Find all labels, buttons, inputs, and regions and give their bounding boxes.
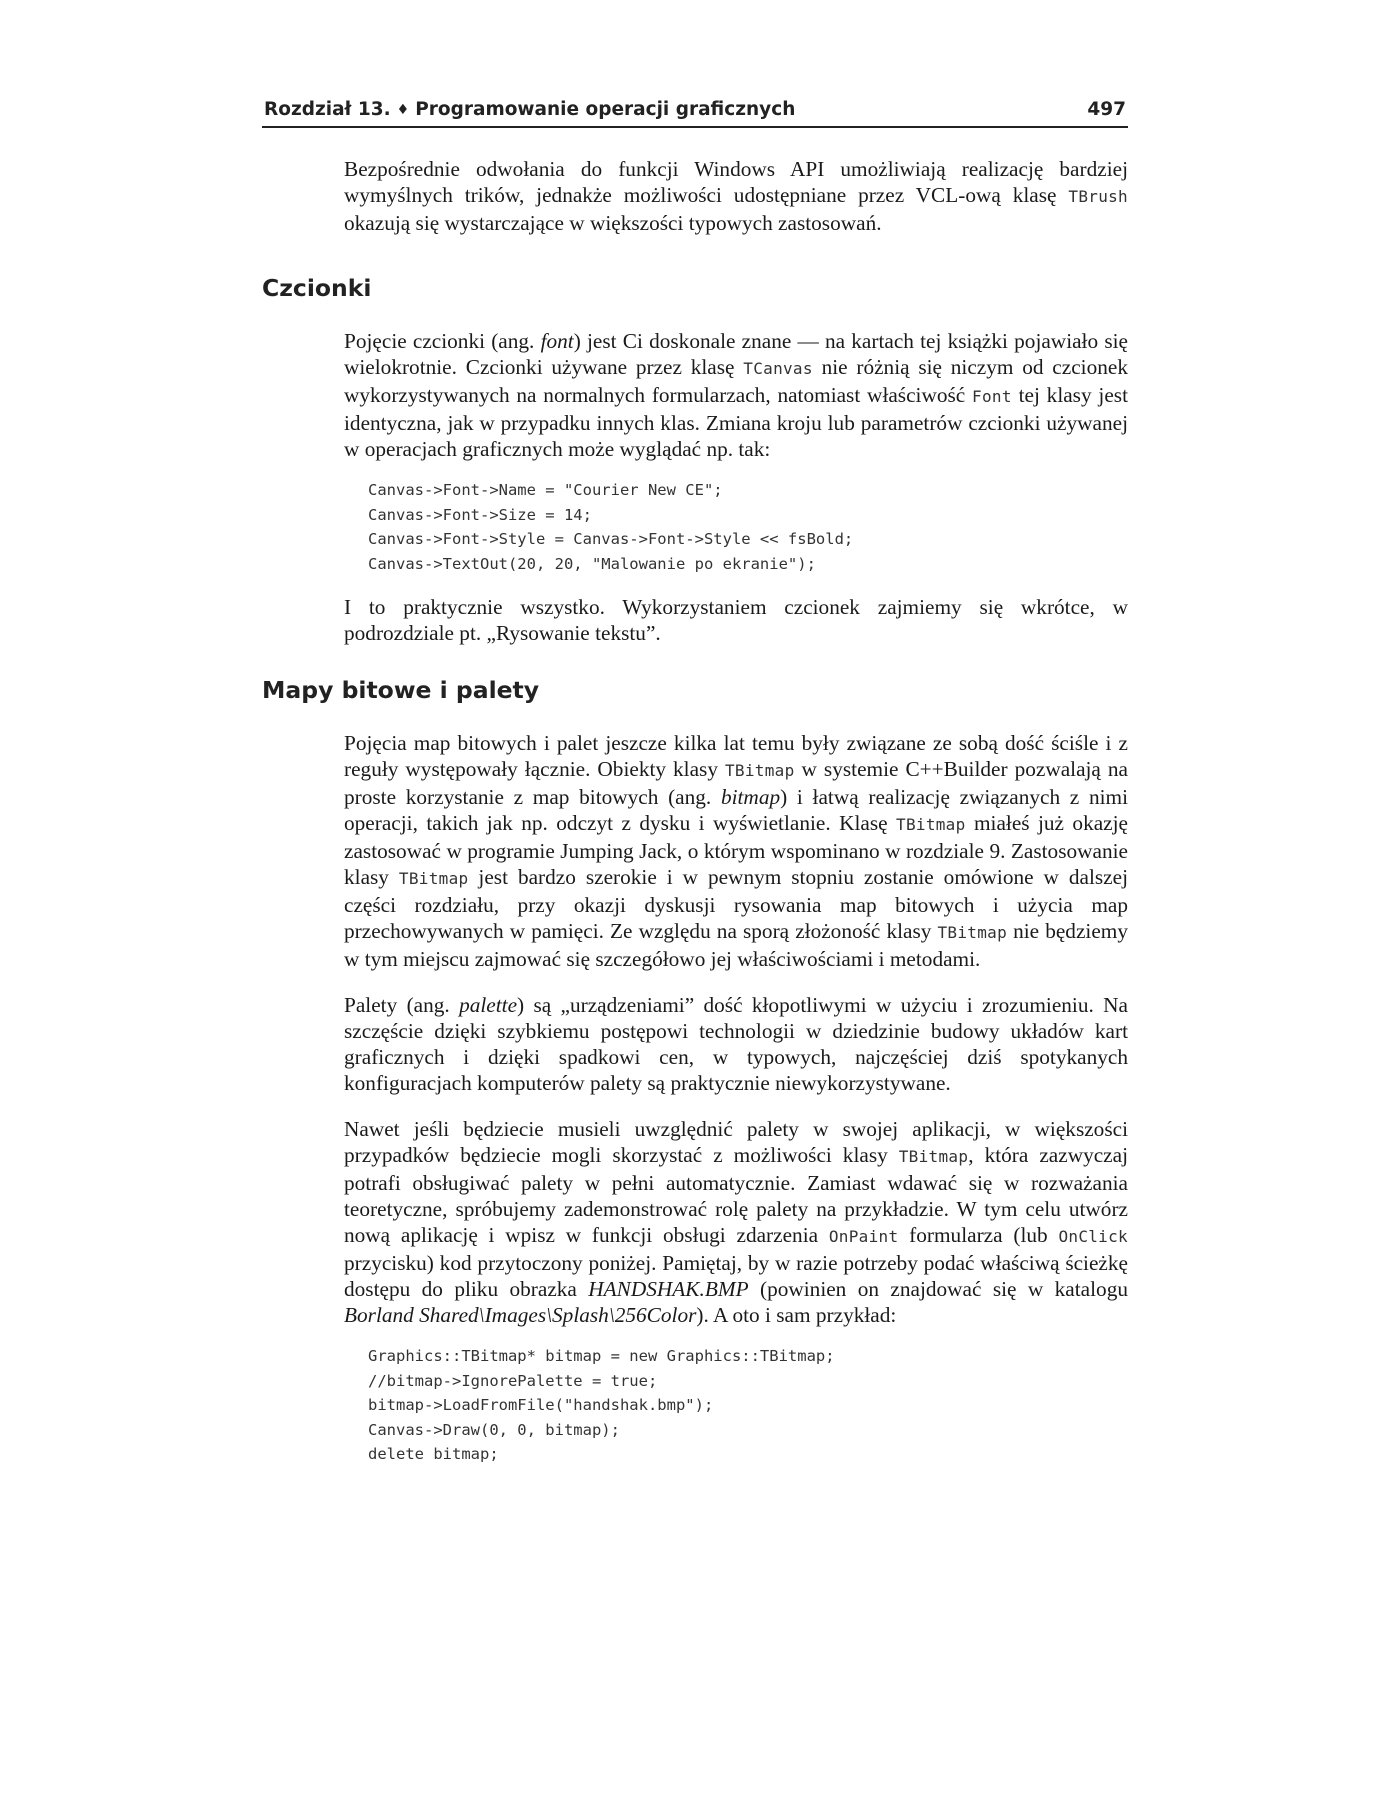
code-line: Canvas->Font->Style = Canvas->Font->Style << fsBold; (368, 530, 854, 548)
code-line: Canvas->TextOut(20, 20, "Malowanie po ekranie"); (368, 554, 816, 573)
inline-code: TBitmap (725, 761, 795, 780)
text-run: nie różnią się niczym od czcionek wykorzystywanych na normalnych formularzach, natomiast właściwość (344, 355, 1128, 407)
code-line: //bitmap->IgnorePalette = true; (368, 1371, 658, 1390)
emphasis: font (540, 329, 574, 353)
text-run: tej klasy jest identyczna, jak w przypadku innych klas. Zmiana kroju lub parametrów czcionki używanej w operacjach graficznych może wyglądać np. tak: (344, 383, 1128, 461)
text-run: ) są „urządzeniami” dość kłopotliwymi w użyciu i zrozumieniu. Na szczęście dzięki szybkiemu postępowi technologii w dziedzinie budowy układów kart graficznych i dzięki spadkowi cen, w typowych, najczęściej dziś spotykanych konfiguracjach komputerów palety są praktycznie niewykorzystywane. (344, 993, 1128, 1095)
text-run: ). A oto i sam przykład: (696, 1303, 897, 1327)
text-run: Nawet jeśli będziecie musieli uwzględnić palety w swojej aplikacji, w większości przypadków będziecie mogli skorzystać z możliwości klasy (344, 1117, 1128, 1167)
text-run: Palety (ang. (344, 993, 460, 1017)
emphasis: Borland Shared\Images\Splash\256Color (344, 1303, 697, 1327)
inline-code: TBrush (1068, 187, 1128, 206)
section-heading-fonts: Czcionki (262, 274, 372, 302)
bitmaps-paragraph-2 (344, 992, 1128, 1096)
inline-code: OnPaint (828, 1227, 899, 1246)
text-run: Pojęcie czcionki (ang. (344, 329, 541, 353)
text-run: (powinien on znajdować się w katalogu (748, 1277, 1128, 1301)
inline-code: TBitmap (937, 923, 1008, 942)
section-heading-bitmaps: Mapy bitowe i palety (262, 676, 540, 704)
inline-code: TCanvas (743, 359, 813, 378)
emphasis: HANDSHAK.BMP (588, 1277, 749, 1301)
inline-code: OnClick (1058, 1227, 1128, 1246)
emphasis: bitmap (720, 785, 781, 809)
inline-code: TBitmap (898, 1147, 969, 1166)
emphasis: palette (459, 993, 518, 1017)
fonts-paragraph-2: I to praktycznie wszystko. Wykorzystaniem czcionek zajmiemy się wkrótce, w podrozdziale pt. „Rysowanie tekstu”. (344, 595, 1128, 645)
text-run: formularza (lub (898, 1223, 1059, 1247)
chapter-number: Rozdział 13. (264, 99, 391, 120)
chapter-title (264, 99, 795, 120)
text-run: miałeś już okazję zastosować w programie Jumping Jack, o którym wspominano w rozdziale 9. Zastosowanie klasy (344, 811, 1128, 889)
code-line: Canvas->Draw(0, 0, bitmap); (368, 1420, 620, 1439)
code-line: Canvas->Font->Name = "Courier New CE"; (368, 481, 723, 499)
diamond-icon: ♦ (396, 102, 410, 118)
text-run: , która zazwyczaj potrafi obsługiwać palety w pełni automatycznie. Zamiast wdawać się w rozważania teoretyczne, spróbujemy zademonstrować rolę palety na przykładzie. W tym celu utwórz nową aplikację i wpisz w funkcji obsługi zdarzenia (344, 1143, 1128, 1247)
inline-code: Font (972, 387, 1012, 406)
code-line: Canvas->Font->Size = 14; (368, 505, 592, 524)
code-line: Graphics::TBitmap* bitmap = new Graphics::TBitmap; (368, 1347, 835, 1365)
running-header (262, 96, 1128, 128)
page-number: 497 (1087, 99, 1126, 120)
intro-paragraph (344, 156, 1128, 236)
code-listing-fonts (368, 478, 1128, 576)
fonts-paragraph-1 (344, 328, 1128, 462)
text-run: ) i łatwą realizację związanych z nimi operacji, takich jak np. odczyt z dysku i wyświetlanie. Klasę (344, 785, 1129, 835)
inline-code: TBitmap (896, 815, 966, 834)
text-run: okazują się wystarczające w większości typowych zastosowań. (344, 211, 882, 235)
text-run: Pojęcia map bitowych i palet jeszcze kilka lat temu były związane ze sobą dość ściśle i z reguły występowały łącznie. Obiekty klasy (344, 731, 1128, 781)
text-run: nie będziemy w tym miejscu zajmować się szczegółowo jej właściwościami i metodami. (344, 919, 1128, 971)
bitmaps-paragraph-3 (344, 1116, 1128, 1328)
text-run: w systemie C++Builder pozwalają na proste korzystanie z map bitowych (ang. (344, 757, 1128, 809)
code-line: bitmap->LoadFromFile("handshak.bmp"); (368, 1396, 714, 1414)
text-run: przycisku) kod przytoczony poniżej. Pamiętaj, by w razie potrzeby podać właściwą ścieżkę dostępu do pliku obrazka (344, 1251, 1128, 1301)
chapter-name: Programowanie operacji graficznych (415, 99, 796, 120)
text-run: ) jest Ci doskonale znane — na kartach tej książki pojawiało się wielokrotnie. Czcionki używane przez klasę (344, 329, 1128, 379)
code-line: delete bitmap; (368, 1445, 499, 1463)
bitmaps-paragraph-1 (344, 730, 1128, 972)
page-body (262, 156, 1128, 1467)
code-listing-bitmap (368, 1344, 1128, 1467)
text-run: Bezpośrednie odwołania do funkcji Windows API umożliwiają realizację bardziej wymyślnych trików, jednakże możliwości udostępniane przez VCL-ową klasę (344, 157, 1128, 207)
inline-code: TBitmap (398, 869, 469, 888)
text-run: jest bardzo szerokie i w pewnym stopniu zostanie omówione w dalszej części rozdziału, przy okazji dyskusji rysowania map bitowych i użycia map przechowywanych w pamięci. Ze względu na sporą złożoność klasy (344, 865, 1128, 943)
